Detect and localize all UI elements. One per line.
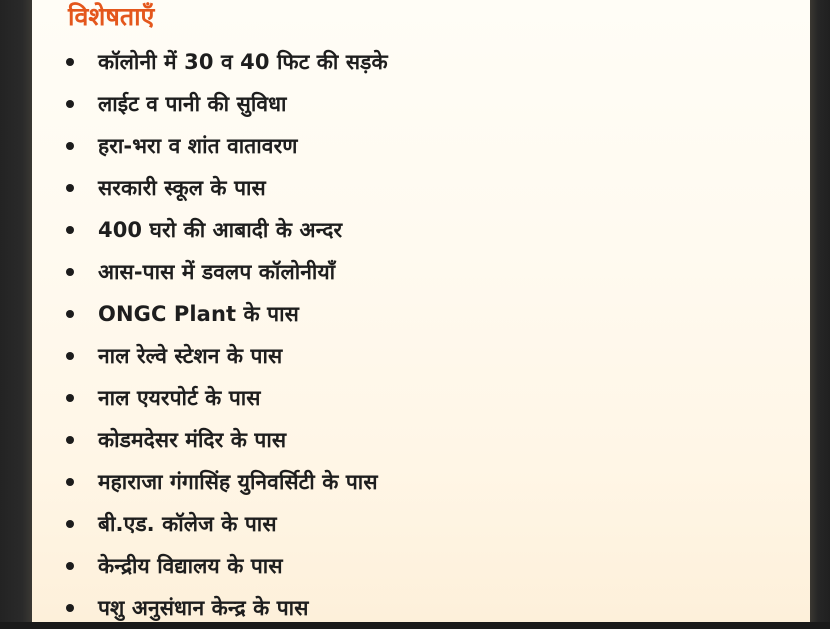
feature-text: आस-पास में डवलप कॉलोनीयाँ — [98, 260, 336, 284]
feature-text: लाईट व पानी की सुविधा — [98, 92, 287, 116]
feature-text: कोडमदेसर मंदिर के पास — [98, 428, 287, 452]
bullet-icon — [66, 226, 74, 234]
list-item — [66, 335, 388, 377]
list-item — [66, 545, 388, 587]
list-item — [66, 125, 388, 167]
features-heading: विशेषताएँ — [68, 2, 155, 31]
bullet-icon — [66, 184, 74, 192]
feature-text: नाल रेल्वे स्टेशन के पास — [98, 344, 283, 368]
feature-text: सरकारी स्कूल के पास — [98, 176, 266, 200]
bullet-icon — [66, 310, 74, 318]
right-border — [810, 0, 830, 622]
list-item — [66, 209, 388, 251]
bullet-icon — [66, 436, 74, 444]
feature-text: नाल एयरपोर्ट के पास — [98, 386, 261, 410]
list-item — [66, 503, 388, 545]
left-border — [0, 0, 32, 622]
bullet-icon — [66, 58, 74, 66]
list-item — [66, 83, 388, 125]
feature-text: महाराजा गंगासिंह युनिवर्सिटी के पास — [98, 470, 378, 494]
feature-text: बी.एड. कॉलेज के पास — [98, 512, 277, 536]
list-item — [66, 377, 388, 419]
list-item — [66, 41, 388, 83]
bullet-icon — [66, 520, 74, 528]
bullet-icon — [66, 562, 74, 570]
feature-text: केन्द्रीय विद्यालय के पास — [98, 554, 283, 578]
features-card — [32, 0, 810, 622]
feature-text: हरा-भरा व शांत वातावरण — [98, 134, 298, 158]
list-item — [66, 461, 388, 503]
bullet-icon — [66, 604, 74, 612]
list-item — [66, 587, 388, 629]
bullet-icon — [66, 100, 74, 108]
list-item — [66, 251, 388, 293]
list-item — [66, 167, 388, 209]
bullet-icon — [66, 394, 74, 402]
feature-text: पशु अनुसंधान केन्द्र के पास — [98, 596, 309, 620]
bullet-icon — [66, 352, 74, 360]
list-item — [66, 419, 388, 461]
bullet-icon — [66, 268, 74, 276]
list-item — [66, 293, 388, 335]
feature-text: कॉलोनी में 30 व 40 फिट की सड़के — [98, 50, 388, 74]
feature-text: 400 घरो की आबादी के अन्दर — [98, 218, 343, 242]
bullet-icon — [66, 478, 74, 486]
feature-text: ONGC Plant के पास — [98, 302, 299, 326]
bullet-icon — [66, 142, 74, 150]
features-list — [66, 41, 388, 629]
